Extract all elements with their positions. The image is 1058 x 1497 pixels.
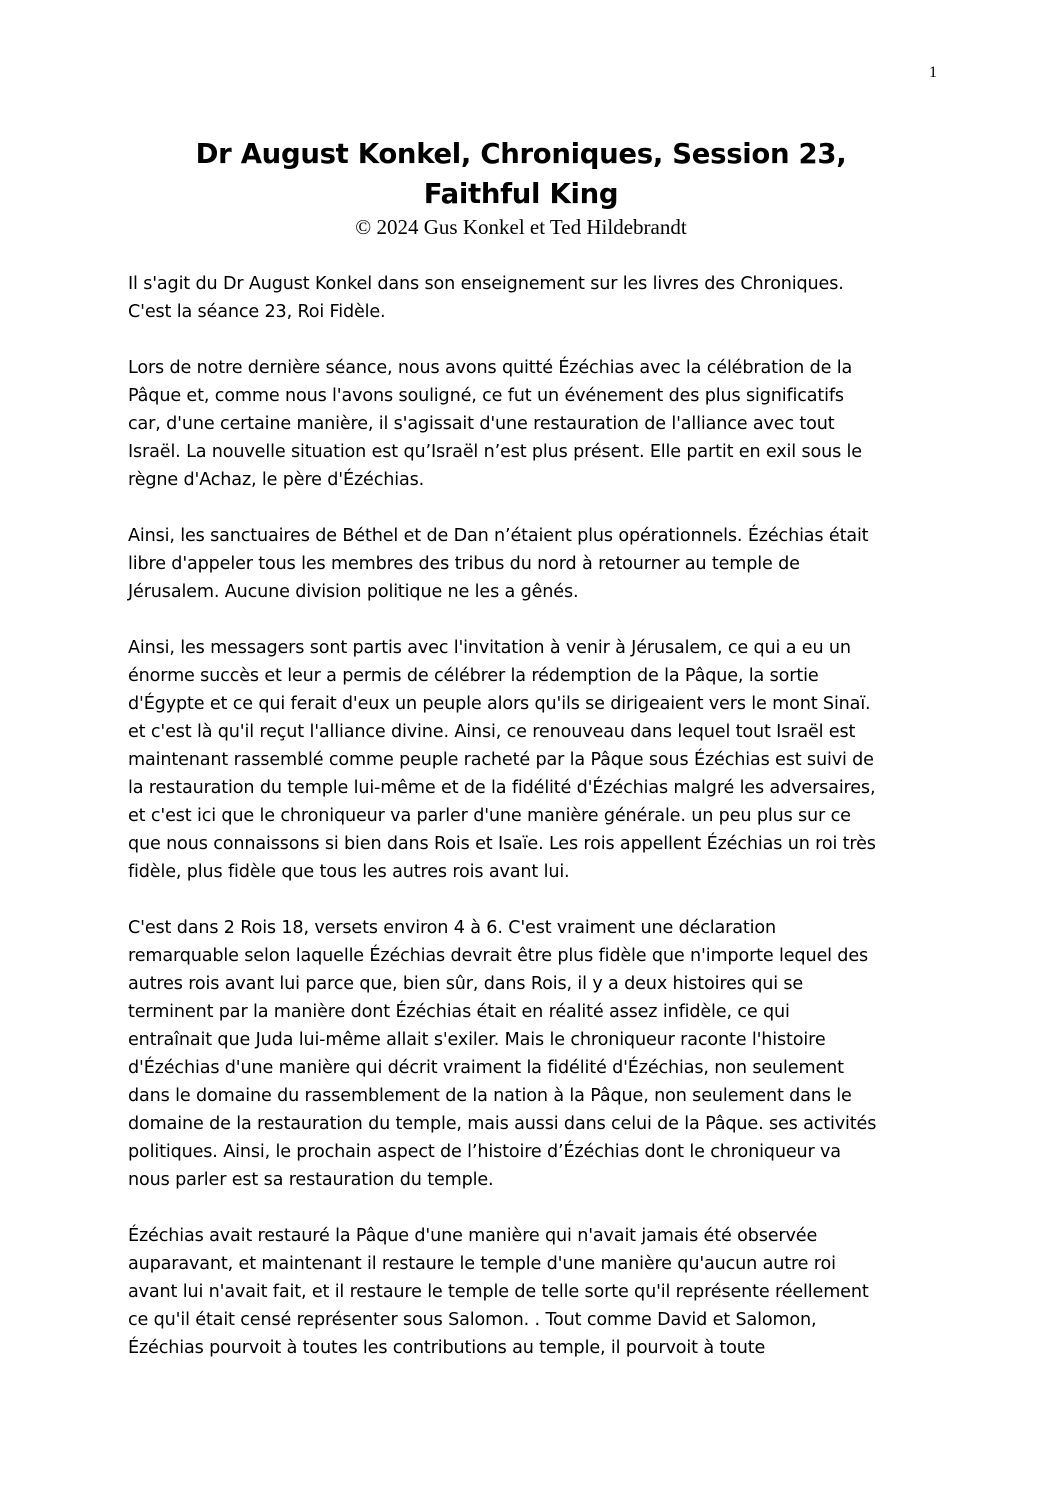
- text-line: C'est dans 2 Rois 18, versets environ 4 à 6. C'est vraiment une déclaration: [128, 918, 776, 938]
- text-line: politiques. Ainsi, le prochain aspect de l’histoire d’Ézéchias dont le chroniqueur va: [128, 1142, 841, 1162]
- text-line: Il s'agit du Dr August Konkel dans son enseignement sur les livres des Chroniques.: [128, 274, 844, 294]
- text-line: maintenant rassemblé comme peuple racheté par la Pâque sous Ézéchias est suivi de: [128, 750, 874, 770]
- paragraph-3: [128, 522, 943, 606]
- text-line: et c'est ici que le chroniqueur va parler d'une manière générale. un peu plus sur ce: [128, 806, 851, 826]
- text-line: règne d'Achaz, le père d'Ézéchias.: [128, 470, 425, 490]
- text-line: dans le domaine du rassemblement de la nation à la Pâque, non seulement dans le: [128, 1086, 852, 1106]
- paragraph-2: [128, 354, 943, 494]
- page-number: 1: [929, 64, 937, 81]
- text-line: remarquable selon laquelle Ézéchias devrait être plus fidèle que n'importe lequel des: [128, 946, 869, 966]
- paragraph-4: [128, 634, 943, 886]
- paragraph-6: [128, 1222, 943, 1362]
- copyright-notice: © 2024 Gus Konkel et Ted Hildebrandt: [355, 215, 687, 239]
- text-line: entraînait que Juda lui-même allait s'exiler. Mais le chroniqueur raconte l'histoire: [128, 1030, 826, 1050]
- paragraph-5: [128, 914, 943, 1194]
- text-line: domaine de la restauration du temple, mais aussi dans celui de la Pâque. ses activités: [128, 1114, 877, 1134]
- text-line: d'Égypte et ce qui ferait d'eux un peuple alors qu'ils se dirigeaient vers le mont Sinaï.: [128, 694, 871, 714]
- paragraph-1: [128, 270, 943, 326]
- text-line: d'Ézéchias d'une manière qui décrit vraiment la fidélité d'Ézéchias, non seulement: [128, 1058, 844, 1078]
- text-line: que nous connaissons si bien dans Rois et Isaïe. Les rois appellent Ézéchias un roi très: [128, 834, 876, 854]
- text-line: Ainsi, les messagers sont partis avec l'invitation à venir à Jérusalem, ce qui a eu un: [128, 638, 851, 658]
- title-line-1: Dr August Konkel, Chroniques, Session 23,: [195, 138, 847, 170]
- text-line: libre d'appeler tous les membres des tribus du nord à retourner au temple de: [128, 554, 800, 574]
- document-title: [100, 134, 942, 214]
- text-line: Jérusalem. Aucune division politique ne les a gênés.: [128, 582, 579, 602]
- text-line: Ézéchias pourvoit à toutes les contributions au temple, il pourvoit à toute: [128, 1338, 766, 1358]
- text-line: Ézéchias avait restauré la Pâque d'une manière qui n'avait jamais été observée: [128, 1226, 818, 1246]
- text-line: autres rois avant lui parce que, bien sûr, dans Rois, il y a deux histoires qui se: [128, 974, 804, 994]
- text-line: Israël. La nouvelle situation est qu’Israël n’est plus présent. Elle partit en exil sous le: [128, 442, 862, 462]
- text-line: et c'est là qu'il reçut l'alliance divine. Ainsi, ce renouveau dans lequel tout Israël est: [128, 722, 856, 742]
- title-line-2: Faithful King: [423, 178, 619, 210]
- text-line: la restauration du temple lui-même et de la fidélité d'Ézéchias malgré les adversaires,: [128, 778, 876, 798]
- document-header: [100, 134, 942, 240]
- text-line: fidèle, plus fidèle que tous les autres rois avant lui.: [128, 862, 570, 882]
- text-line: C'est la séance 23, Roi Fidèle.: [128, 302, 386, 322]
- text-line: car, d'une certaine manière, il s'agissait d'une restauration de l'alliance avec tout: [128, 414, 835, 434]
- text-line: avant lui n'avait fait, et il restaure le temple de telle sorte qu'il représente réellement: [128, 1282, 869, 1302]
- text-line: Pâque et, comme nous l'avons souligné, ce fut un événement des plus significatifs: [128, 386, 844, 406]
- text-line: nous parler est sa restauration du temple.: [128, 1170, 494, 1190]
- text-line: terminent par la manière dont Ézéchias était en réalité assez infidèle, ce qui: [128, 1002, 790, 1022]
- document-body: [128, 270, 943, 1390]
- text-line: énorme succès et leur a permis de célébrer la rédemption de la Pâque, la sortie: [128, 666, 819, 686]
- text-line: Ainsi, les sanctuaires de Béthel et de Dan n’étaient plus opérationnels. Ézéchias était: [128, 526, 869, 546]
- text-line: ce qu'il était censé représenter sous Salomon. . Tout comme David et Salomon,: [128, 1310, 817, 1330]
- text-line: auparavant, et maintenant il restaure le temple d'une manière qu'aucun autre roi: [128, 1254, 836, 1274]
- text-line: Lors de notre dernière séance, nous avons quitté Ézéchias avec la célébration de la: [128, 358, 853, 378]
